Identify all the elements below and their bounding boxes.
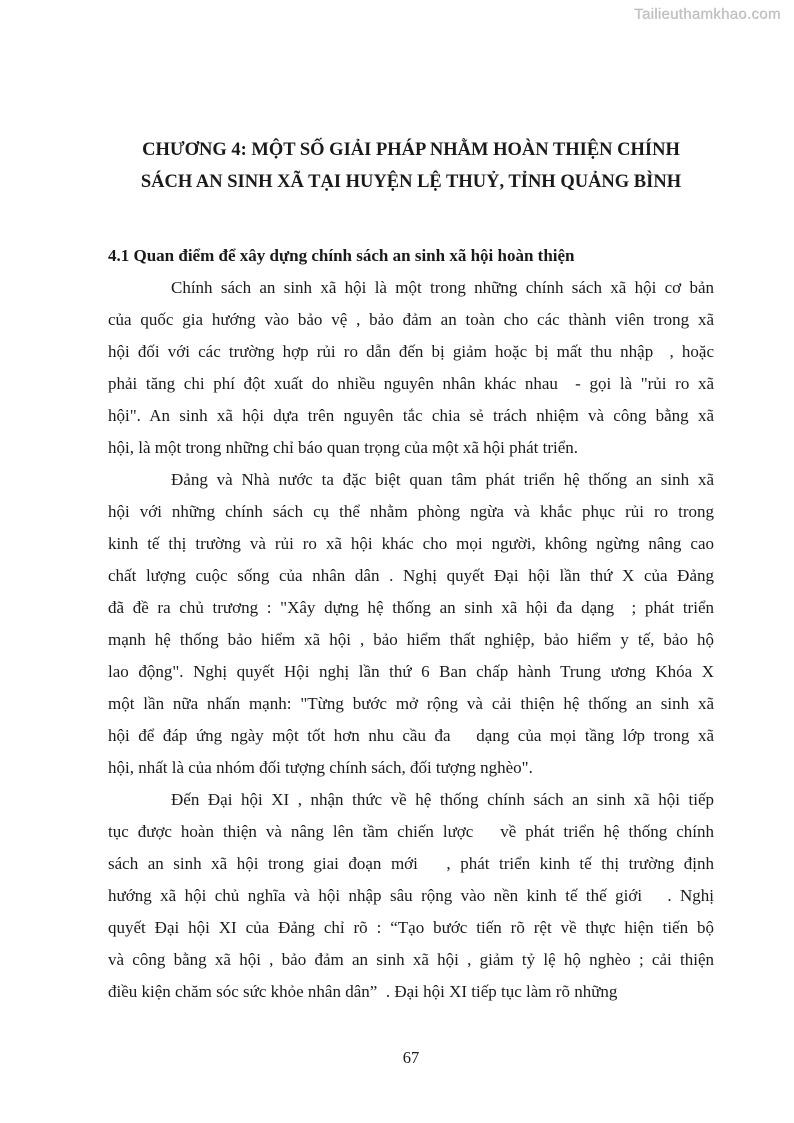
paragraph-line: quyết Đại hội XI của Đảng chỉ rõ : “Tạo bước tiến rõ rệt về thực hiện tiến bộ — [108, 918, 714, 937]
paragraph-line: chất lượng cuộc sống của nhân dân . Nghị quyết Đại hội lần thứ X của Đảng — [108, 566, 714, 585]
paragraph-line: hội đối với các trường hợp rủi ro dẫn đến bị giảm hoặc bị mất thu nhập , hoặc — [108, 342, 714, 361]
paragraph — [108, 464, 714, 784]
paragraph — [108, 784, 714, 1008]
paragraph — [108, 272, 714, 464]
chapter-title — [108, 134, 714, 198]
chapter-title-line-2: SÁCH AN SINH XÃ TẠI HUYỆN LỆ THUỶ, TỈNH QUẢNG BÌNH — [140, 172, 682, 192]
paragraph-line: hướng xã hội chủ nghĩa và hội nhập sâu rộng vào nền kinh tế thế giới . Nghị — [108, 886, 714, 905]
paragraph-line: Chính sách an sinh xã hội là một trong những chính sách xã hội cơ bản — [171, 278, 714, 297]
paragraph-line: điều kiện chăm sóc sức khỏe nhân dân” . Đại hội XI tiếp tục làm rõ những — [108, 982, 618, 1001]
chapter-title-line-1: CHƯƠNG 4: MỘT SỐ GIẢI PHÁP NHẰM HOÀN THIỆN CHÍNH — [142, 140, 680, 160]
paragraph-line: hội, nhất là của nhóm đối tượng chính sách, đối tượng nghèo". — [108, 758, 533, 777]
section-heading: 4.1 Quan điểm để xây dựng chính sách an sinh xã hội hoàn thiện — [108, 246, 575, 265]
paragraph-line: Đến Đại hội XI , nhận thức về hệ thống chính sách an sinh xã hội tiếp — [171, 790, 714, 809]
paragraph-line: của quốc gia hướng vào bảo vệ , bảo đảm an toàn cho các thành viên trong xã — [108, 310, 714, 329]
paragraph-line: đã đề ra chủ trương : "Xây dựng hệ thống an sinh xã hội đa dạng ; phát triển — [108, 598, 714, 617]
paragraph-line: kinh tế thị trường và rủi ro xã hội khác cho mọi người, không ngừng nâng cao — [108, 534, 714, 553]
page-content — [108, 134, 714, 1008]
paragraph-line: một lần nữa nhấn mạnh: "Từng bước mở rộng và cải thiện hệ thống an sinh xã — [108, 694, 714, 713]
paragraph-line: mạnh hệ thống bảo hiểm xã hội , bảo hiểm thất nghiệp, bảo hiểm y tế, bảo hộ — [108, 630, 714, 649]
paragraph-line: hội". An sinh xã hội dựa trên nguyên tắc chia sẻ trách nhiệm và công bằng xã — [108, 406, 714, 425]
paragraph-line: phải tăng chi phí đột xuất do nhiều nguyên nhân khác nhau - gọi là "rủi ro xã — [108, 374, 714, 393]
paragraph-line: và công bằng xã hội , bảo đảm an sinh xã hội , giảm tỷ lệ hộ nghèo ; cải thiện — [108, 950, 714, 969]
paragraphs — [108, 272, 714, 1008]
paragraph-line: hội với những chính sách cụ thể nhằm phòng ngừa và khắc phục rủi ro trong — [108, 502, 714, 521]
watermark-text: Tailieuthamkhao.com — [634, 6, 781, 23]
page-number: 67 — [402, 1048, 420, 1067]
paragraph-line: lao động". Nghị quyết Hội nghị lần thứ 6 Ban chấp hành Trung ương Khóa X — [108, 662, 714, 681]
paragraph-line: Đảng và Nhà nước ta đặc biệt quan tâm phát triển hệ thống an sinh xã — [171, 470, 714, 489]
paragraph-line: hội, là một trong những chỉ báo quan trọng của một xã hội phát triển. — [108, 438, 579, 457]
paragraph-line: tục được hoàn thiện và nâng lên tầm chiến lược về phát triển hệ thống chính — [108, 822, 714, 841]
paragraph-line: hội để đáp ứng ngày một tốt hơn nhu cầu đa dạng của mọi tầng lớp trong xã — [108, 726, 714, 745]
paragraph-line: sách an sinh xã hội trong giai đoạn mới , phát triển kinh tế thị trường định — [108, 854, 714, 873]
